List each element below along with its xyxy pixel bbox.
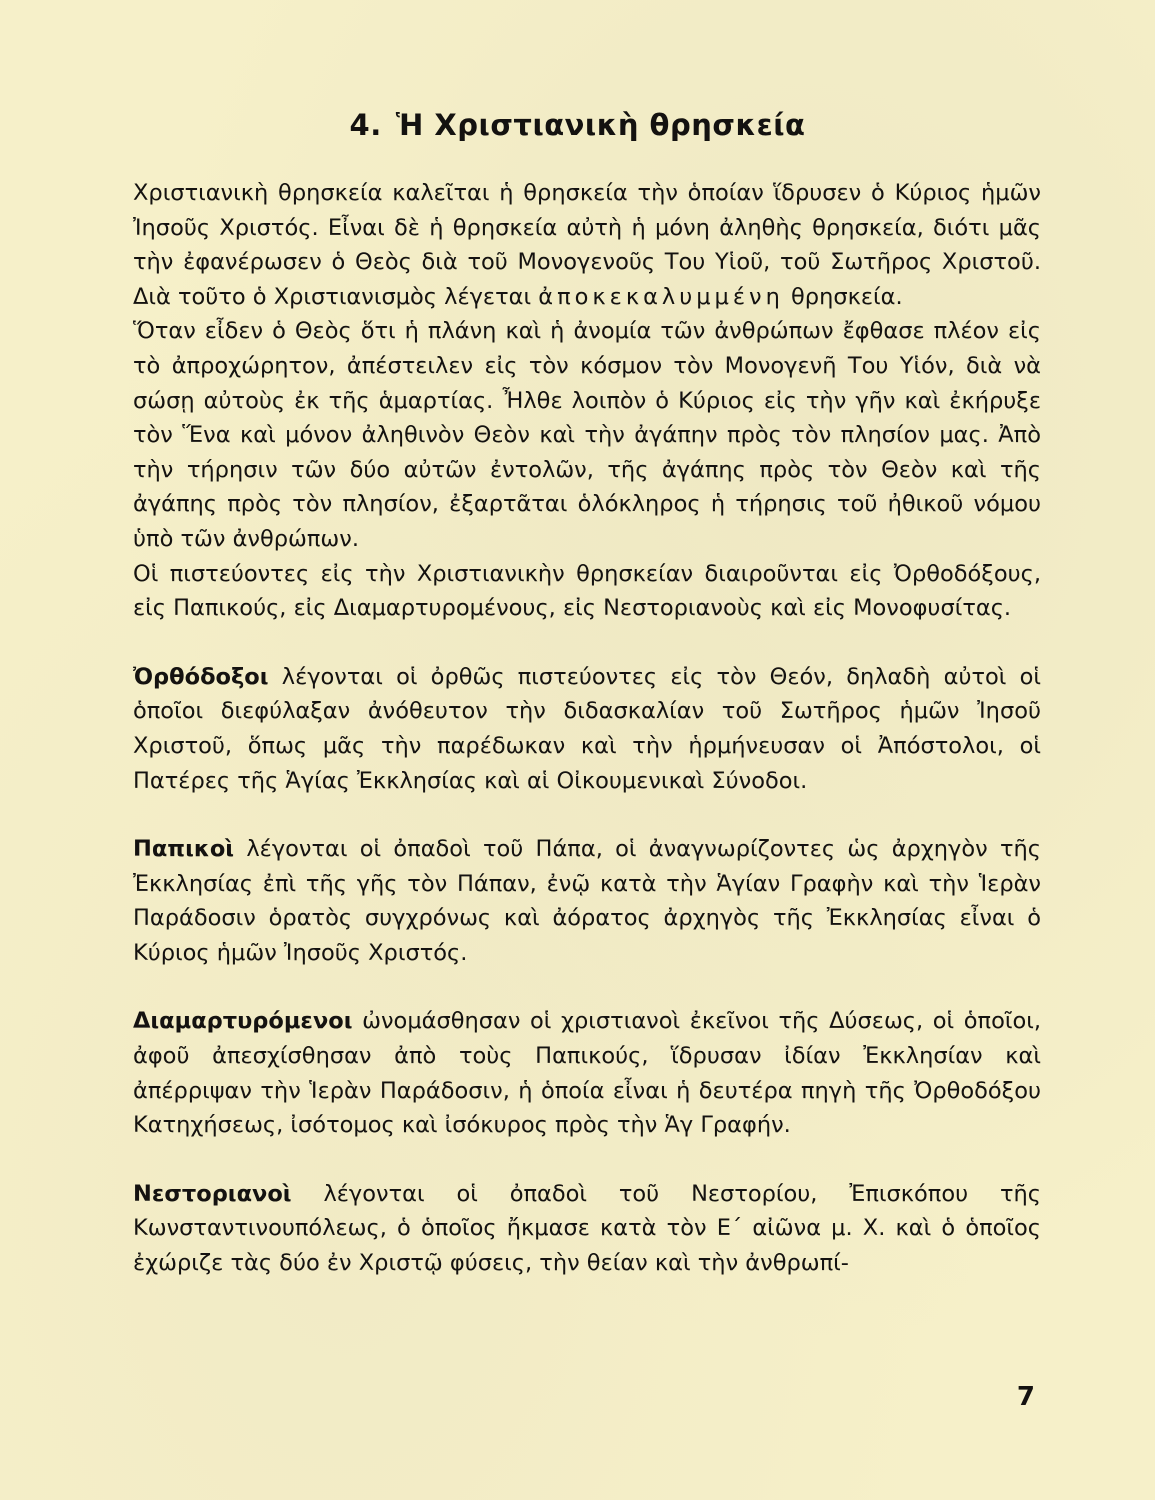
paragraph-divisions: Οἱ πιστεύοντες εἰς τὴν Χριστιανικὴν θρησκείαν διαιροῦνται εἰς Ὀρθοδόξους, εἰς Παπικούς, εἰς Διαμαρτυρομένους, εἰς Νεστοριανοὺς καὶ εἰς Μονοφυσίτας. <box>133 560 1041 622</box>
term-nestorians: Νεστοριανοὶ <box>133 1180 292 1207</box>
chapter-title: Ἡ Χριστιανικὴ θρησκεία <box>395 108 806 142</box>
paragraph-definition-tail: θρησκεία. <box>791 283 903 310</box>
chapter-number: 4. <box>349 108 382 142</box>
term-orthodox: Ὀρθόδοξοι <box>133 663 269 690</box>
page-number: 7 <box>1016 1382 1035 1412</box>
paragraph-definition-lead: Χριστιανικὴ θρησκεία καλεῖται ἡ θρησκεία τὴν ὁποίαν ἵδρυσεν ὁ Κύριος ἡμῶν Ἰησοῦς Χριστός. Εἶναι δὲ ἡ θρησκεία αὐτὴ ἡ μόνη ἀληθὴς θρησκεία, διότι μᾶς τὴν ἐφανέρωσεν ὁ Θεὸς διὰ τοῦ Μονογενοῦς Του Υἱοῦ, τοῦ Σωτῆρος Χριστοῦ. Διὰ τοῦτο ὁ Χριστιανισμὸς λέγεται <box>133 180 1041 310</box>
paragraph-protestants <box>133 1004 1041 1142</box>
text-protestants: ὠνομάσθησαν οἱ χριστιανοὶ ἐκεῖνοι τῆς Δύσεως, οἱ ὁποῖοι, ἀφοῦ ἀπεσχίσθησαν ἀπὸ τοὺς Παπικούς, ἵδρυσαν ἰδίαν Ἐκκλησίαν καὶ ἀπέρριψαν τὴν Ἱερὰν Παράδοσιν, ἡ ὁποία εἶναι ἡ δευτέρα πηγὴ τῆς Ὀρθοδόξου Κατηχήσεως, ἰσότομος καὶ ἰσόκυρος πρὸς τὴν Ἁγ Γραφήν. <box>133 1008 1041 1139</box>
text-nestorians: λέγονται οἱ ὀπαδοὶ τοῦ Νεστορίου, Ἐπισκόπου τῆς Κωνσταντινουπόλεως, ὁ ὁποῖος ἤκμασε κατὰ τὸν Ε΄ αἰῶνα μ. Χ. καὶ ὁ ὁποῖος ἐχώριζε τὰς δύο ἐν Χριστῷ φύσεις, τὴν θείαν καὶ τὴν ἀνθρωπί- <box>133 1180 1041 1277</box>
term-protestants: Διαμαρτυρόμενοι <box>133 1008 353 1035</box>
paragraph-definition <box>133 176 1041 314</box>
paragraph-orthodox <box>133 660 1041 798</box>
body-text <box>133 176 1041 1281</box>
term-papists: Παπικοὶ <box>133 836 235 863</box>
text-papists: λέγονται οἱ ὀπαδοὶ τοῦ Πάπα, οἱ ἀναγνωρίζοντες ὡς ἀρχηγὸν τῆς Ἐκκλησίας ἐπὶ τῆς γῆς τὸν Πάπαν, ἐνῷ κατὰ τὴν Ἁγίαν Γραφὴν καὶ τὴν Ἱερὰν Παράδοσιν ὁρατὸς συγχρόνως καὶ ἀόρατος ἀρχηγὸς τῆς Ἐκκλησίας εἶναι ὁ Κύριος ἡμῶν Ἰησοῦς Χριστός. <box>133 836 1041 966</box>
spaced-term: ἀποκεκαλυμμένη <box>538 283 784 310</box>
paragraph-papists <box>133 832 1041 970</box>
paragraph-incarnation: Ὅταν εἶδεν ὁ Θεὸς ὅτι ἡ πλάνη καὶ ἡ ἀνομία τῶν ἀνθρώπων ἔφθασε πλέον εἰς τὸ ἀπροχώρητον, ἀπέστειλεν εἰς τὸν κόσμον τὸν Μονογενῆ Του Υἱόν, διὰ νὰ σώσῃ αὐτοὺς ἐκ τῆς ἁμαρτίας. Ἦλθε λοιπὸν ὁ Κύριος εἰς τὴν γῆν καὶ ἐκήρυξε τὸν Ἕνα καὶ μόνον ἀληθινὸν Θεὸν καὶ τὴν ἀγάπην πρὸς τὸν πλησίον μας. Ἀπὸ τὴν τήρησιν τῶν δύο αὐτῶν ἐντολῶν, τῆς ἀγάπης πρὸς τὸν Θεὸν καὶ τῆς ἀγάπης πρὸς τὸν πλησίον, ἐξαρτᾶται ὁλόκληρος ἡ τήρησις τοῦ ἠθικοῦ νόμου ὑπὸ τῶν ἀνθρώπων. <box>133 318 1041 552</box>
chapter-heading <box>0 108 1155 142</box>
paragraph-nestorians <box>133 1177 1041 1281</box>
text-orthodox: λέγονται οἱ ὀρθῶς πιστεύοντες εἰς τὸν Θεόν, δηλαδὴ αὐτοὶ οἱ ὁποῖοι διεφύλαξαν ἀνόθευτον τὴν διδασκαλίαν τοῦ Σωτῆρος ἡμῶν Ἰησοῦ Χριστοῦ, ὅπως μᾶς τὴν παρέδωκαν καὶ τὴν ἡρμήνευσαν οἱ Ἀπόστολοι, οἱ Πατέρες τῆς Ἁγίας Ἐκκλησίας καὶ αἱ Οἰκουμενικαὶ Σύνοδοι. <box>133 663 1041 794</box>
